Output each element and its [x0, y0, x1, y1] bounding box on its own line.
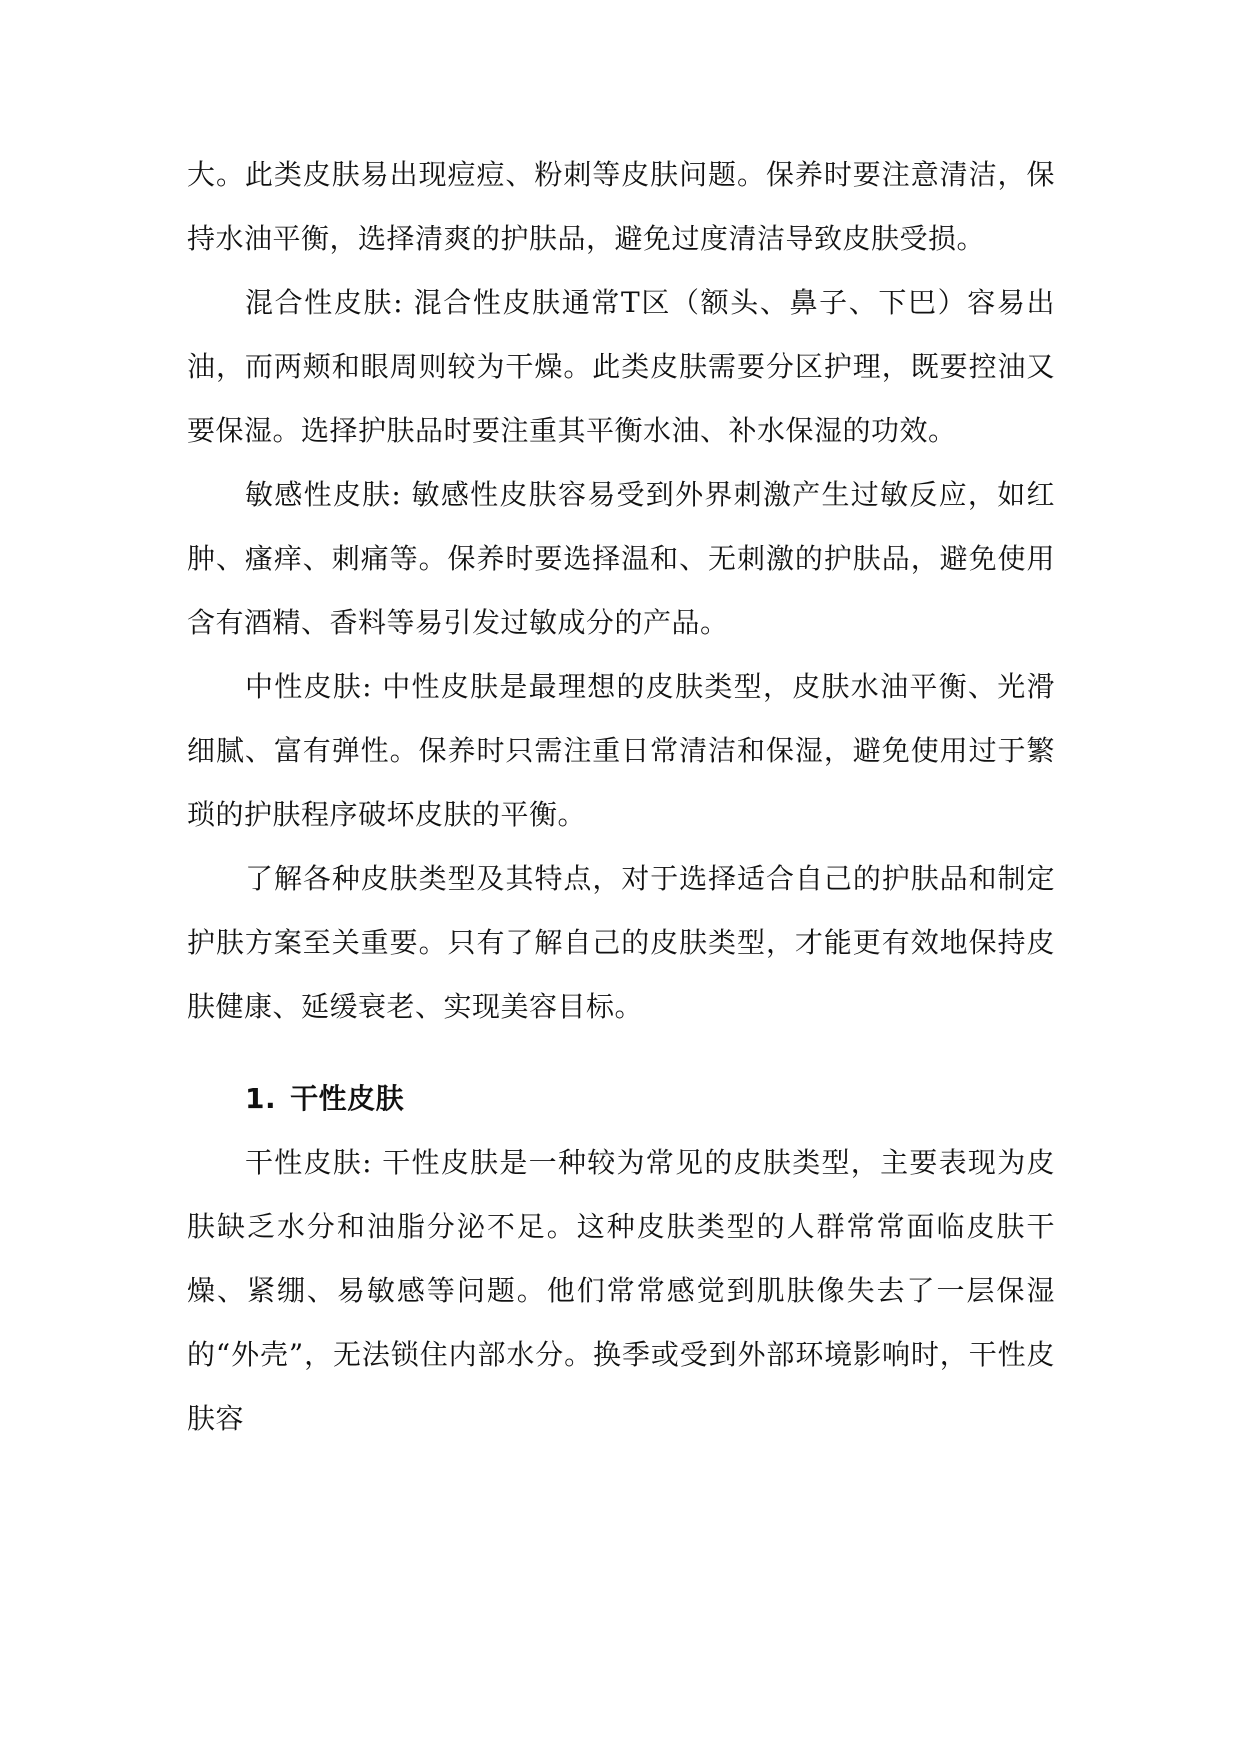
paragraph-dry-skin: 干性皮肤: 干性皮肤是一种较为常见的皮肤类型，主要表现为皮肤缺乏水分和油脂分泌不足。这种皮肤类型的人群常常面临皮肤干燥、紧绷、易敏感等问题。他们常常感觉到肌肤像失去了一层保湿的“外壳”，无法锁住内部水分。换季或受到外部环境影响时，干性皮肤容: [187, 1146, 1055, 1435]
paragraph-sensitive-skin: 敏感性皮肤: 敏感性皮肤容易受到外界刺激产生过敏反应，如红肿、瘙痒、刺痛等。保养时要选择温和、无刺激的护肤品，避免使用含有酒精、香料等易引发过敏成分的产品。: [187, 478, 1055, 639]
paragraph-neutral-skin: 中性皮肤: 中性皮肤是最理想的皮肤类型，皮肤水油平衡、光滑细腻、富有弹性。保养时只需注重日常清洁和保湿，避免使用过于繁琐的护肤程序破坏皮肤的平衡。: [187, 670, 1055, 831]
paragraph-oily-skin-continued: 大。此类皮肤易出现痘痘、粉刺等皮肤问题。保养时要注意清洁，保持水油平衡，选择清爽的护肤品，避免过度清洁导致皮肤受损。: [187, 158, 1055, 255]
section-number: 1.: [245, 1082, 277, 1115]
paragraph-combination-skin: 混合性皮肤: 混合性皮肤通常T区（额头、鼻子、下巴）容易出油，而两颊和眼周则较为干燥。此类皮肤需要分区护理，既要控油又要保湿。选择护肤品时要注重其平衡水油、补水保湿的功效。: [187, 286, 1055, 447]
paragraph-summary: 了解各种皮肤类型及其特点，对于选择适合自己的护肤品和制定护肤方案至关重要。只有了解自己的皮肤类型，才能更有效地保持皮肤健康、延缓衰老、实现美容目标。: [187, 862, 1055, 1023]
section-title: 干性皮肤: [290, 1082, 405, 1115]
section-heading: [187, 1067, 1055, 1131]
document-body: [187, 143, 1055, 1451]
